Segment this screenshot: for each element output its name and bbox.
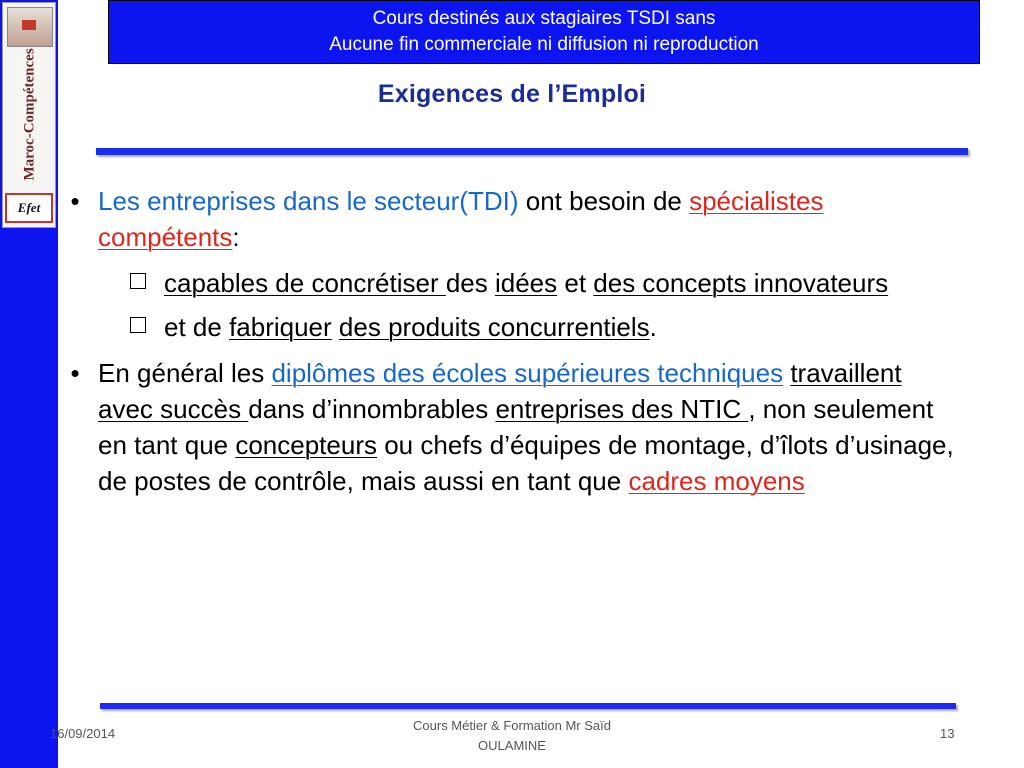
sub-item-2 (60, 309, 960, 345)
bullet-1-text-d: : (232, 222, 240, 252)
slide-content (60, 183, 960, 499)
efet-logo: Efet (5, 193, 53, 223)
sub-2-text-c (332, 312, 339, 342)
slide-title: Exigences de l’Emploi (377, 80, 647, 108)
footer-course-line-1: Cours Métier & Formation Mr Saïd (413, 718, 611, 733)
footer-course-line-2: OULAMINE (478, 738, 546, 753)
flag-emblem-icon (7, 7, 53, 47)
bullet-dot: • (70, 358, 80, 388)
sub-2-text-d: des produits concurrentiels (338, 312, 650, 342)
sub-2-text-e: . (649, 312, 657, 342)
bullet-2-text-f: avec succès (98, 394, 249, 424)
bullet-2-text-l: cadres moyens (628, 466, 805, 496)
header-notice-box (108, 0, 980, 64)
maroc-competences-logo (2, 2, 56, 228)
bullet-1-text-c: spécialistes compétents (98, 186, 824, 252)
notice-line-2: Aucune fin commerciale ni diffusion ni reproduction (329, 34, 759, 55)
checkbox-square-icon (130, 273, 146, 289)
bullet-1-text-a: Les entreprises dans le secteur(TDI) (98, 186, 519, 216)
bullet-item-2 (60, 355, 960, 499)
bullet-2-text-h: entreprises des NTIC (495, 394, 749, 424)
page-number: 13 (940, 726, 955, 741)
sub-2-text-b: fabriquer (229, 312, 332, 342)
bullet-item-1 (60, 183, 960, 255)
bullet-2-text-j: concepteurs (235, 430, 377, 460)
sub-1-text-a: capables de concrétiser (164, 268, 446, 298)
bullet-2-text-i: , non seulement en tant que (98, 394, 934, 460)
left-side-bar (0, 0, 58, 768)
footer-course-info (382, 716, 642, 756)
sub-1-text-b: des (445, 268, 495, 298)
bullet-2-text-g: dans d’innombrables (248, 394, 496, 424)
sub-2-text-a: et de (164, 312, 230, 342)
sub-item-1 (60, 265, 960, 301)
top-divider (96, 148, 968, 155)
sub-1-text-e: des concepts innovateurs (593, 268, 889, 298)
sub-1-text-c: idées (494, 268, 558, 298)
bottom-divider (100, 703, 956, 709)
bullet-dot: • (70, 186, 80, 216)
footer-date: 16/09/2014 (50, 726, 116, 741)
bullet-2-text-k: ou chefs d’équipes de montage, d’îlots d’usinage, de postes de contrôle, mais aussi en tant que (98, 430, 954, 496)
checkbox-square-icon (130, 317, 146, 333)
bullet-2-text-a: En général les (98, 358, 272, 388)
bullet-2-text-b: diplômes des écoles supérieures techniques (271, 358, 784, 388)
notice-line-1: Cours destinés aux stagiaires TSDI sans (372, 8, 716, 29)
bullet-2-text-d: travaillent (790, 358, 902, 388)
sub-1-text-d: et (557, 268, 594, 298)
logo-vertical-label (15, 48, 41, 183)
logo-vertical-text: Maroc-Compétences (21, 48, 38, 181)
bullet-1-text-b: ont besoin de (518, 186, 690, 216)
